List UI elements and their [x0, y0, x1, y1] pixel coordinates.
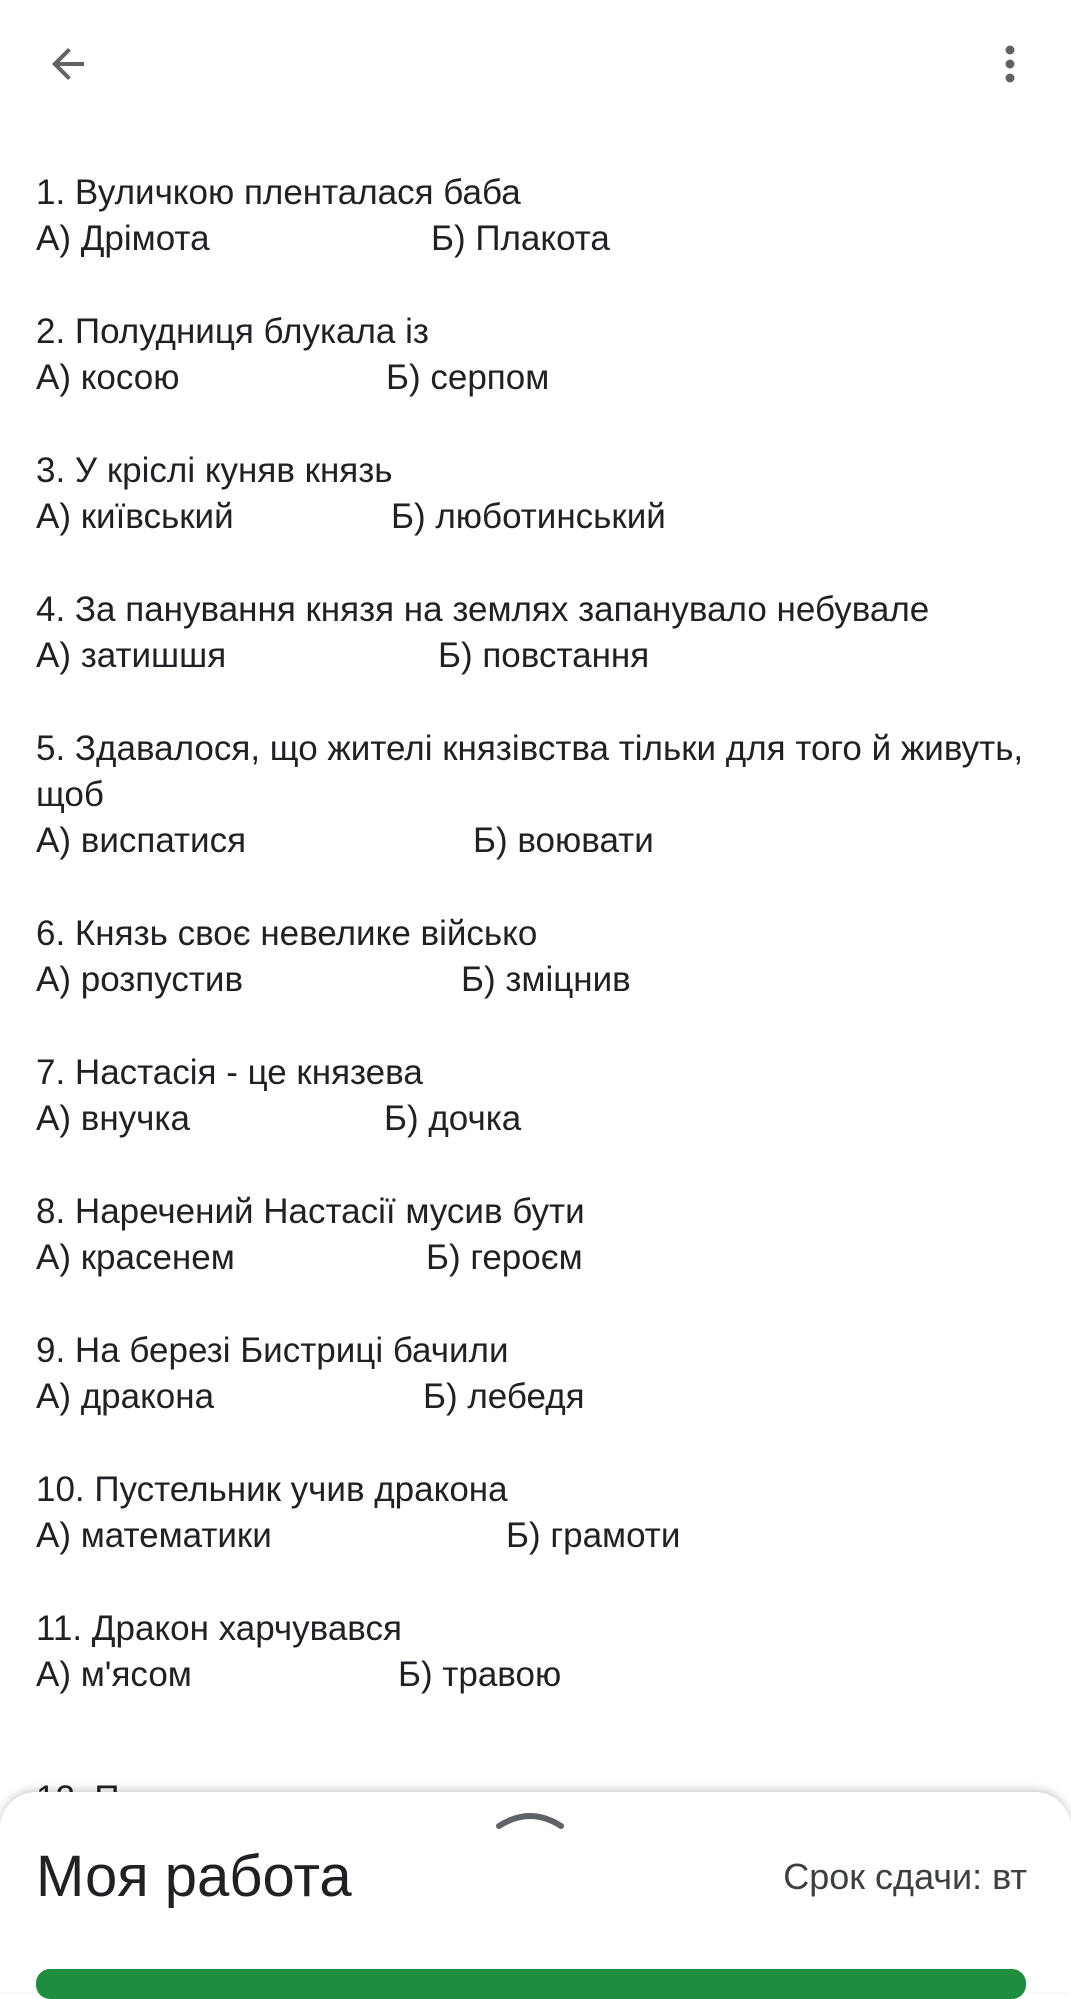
add-work-button[interactable] — [36, 1969, 1026, 1999]
option-b: Б) героєм — [426, 1238, 583, 1277]
option-b: Б) травою — [398, 1655, 562, 1694]
assignment-description — [36, 170, 1036, 1745]
option-b: Б) дочка — [384, 1099, 522, 1138]
question-text: 11. Дракон харчувався — [36, 1609, 402, 1648]
option-a: А) київський — [36, 497, 234, 536]
question-item — [36, 726, 1036, 864]
back-button[interactable] — [36, 32, 100, 96]
sheet-title: Моя работа — [36, 1844, 352, 1909]
question-item — [36, 1328, 1036, 1420]
options-row — [36, 1096, 1036, 1142]
options-row — [36, 633, 1036, 679]
option-b: Б) серпом — [386, 358, 550, 397]
option-b: Б) лебедя — [423, 1377, 585, 1416]
options-row — [36, 355, 1036, 401]
option-a: А) красенем — [36, 1238, 235, 1277]
question-text: 10. Пустельник учив дракона — [36, 1470, 508, 1509]
more-options-button[interactable] — [978, 32, 1042, 96]
options-row — [36, 216, 1036, 262]
question-text: 7. Настасія - це князева — [36, 1053, 423, 1092]
question-item — [36, 1189, 1036, 1281]
question-text: 9. На березі Бистриці бачили — [36, 1331, 509, 1370]
option-b: Б) повстання — [438, 636, 650, 675]
option-b: Б) воювати — [473, 821, 654, 860]
option-a: А) розпустив — [36, 960, 244, 999]
question-text: 6. Князь своє невелике військо — [36, 914, 538, 953]
option-b: Б) грамоти — [506, 1516, 681, 1555]
question-text: 8. Наречений Настасії мусив бути — [36, 1192, 585, 1231]
question-item — [36, 309, 1036, 401]
option-a: А) дракона — [36, 1377, 215, 1416]
option-a: А) внучка — [36, 1099, 190, 1138]
question-text: 2. Полудниця блукала із — [36, 312, 429, 351]
question-item — [36, 448, 1036, 540]
question-text: 5. Здавалося, що жителі князівства тільки для того й живуть, щоб — [36, 729, 1024, 814]
question-item — [36, 911, 1036, 1003]
chevron-up-icon — [495, 1804, 565, 1834]
question-item — [36, 170, 1036, 262]
question-text: 4. За панування князя на землях запанувало небувале — [36, 590, 930, 629]
sheet-expand-handle[interactable] — [495, 1804, 565, 1834]
options-row — [36, 1374, 1036, 1420]
option-a: А) виспатися — [36, 821, 247, 860]
arrow-back-icon — [44, 40, 92, 88]
option-a: А) математики — [36, 1516, 272, 1555]
options-row — [36, 1513, 1036, 1559]
question-text: 1. Вуличкою пленталася баба — [36, 173, 521, 212]
question-item — [36, 1467, 1036, 1559]
options-row — [36, 818, 1036, 864]
question-item — [36, 587, 1036, 679]
options-row — [36, 957, 1036, 1003]
option-b: Б) люботинський — [391, 497, 666, 536]
options-row — [36, 494, 1036, 540]
option-a: А) м'ясом — [36, 1655, 192, 1694]
question-item — [36, 1606, 1036, 1698]
options-row — [36, 1652, 1036, 1698]
more-vert-icon — [986, 40, 1034, 88]
due-date: Срок сдачи: вт — [783, 1856, 1027, 1897]
option-a: А) затишшя — [36, 636, 227, 675]
top-app-bar — [0, 0, 1071, 130]
option-b: Б) Плакота — [431, 219, 610, 258]
option-a: А) косою — [36, 358, 180, 397]
option-b: Б) зміцнив — [461, 960, 631, 999]
options-row — [36, 1235, 1036, 1281]
question-item — [36, 1050, 1036, 1142]
question-text: 3. У кріслі куняв князь — [36, 451, 393, 490]
my-work-bottom-sheet[interactable] — [0, 1792, 1071, 1992]
option-a: А) Дрімота — [36, 219, 210, 258]
